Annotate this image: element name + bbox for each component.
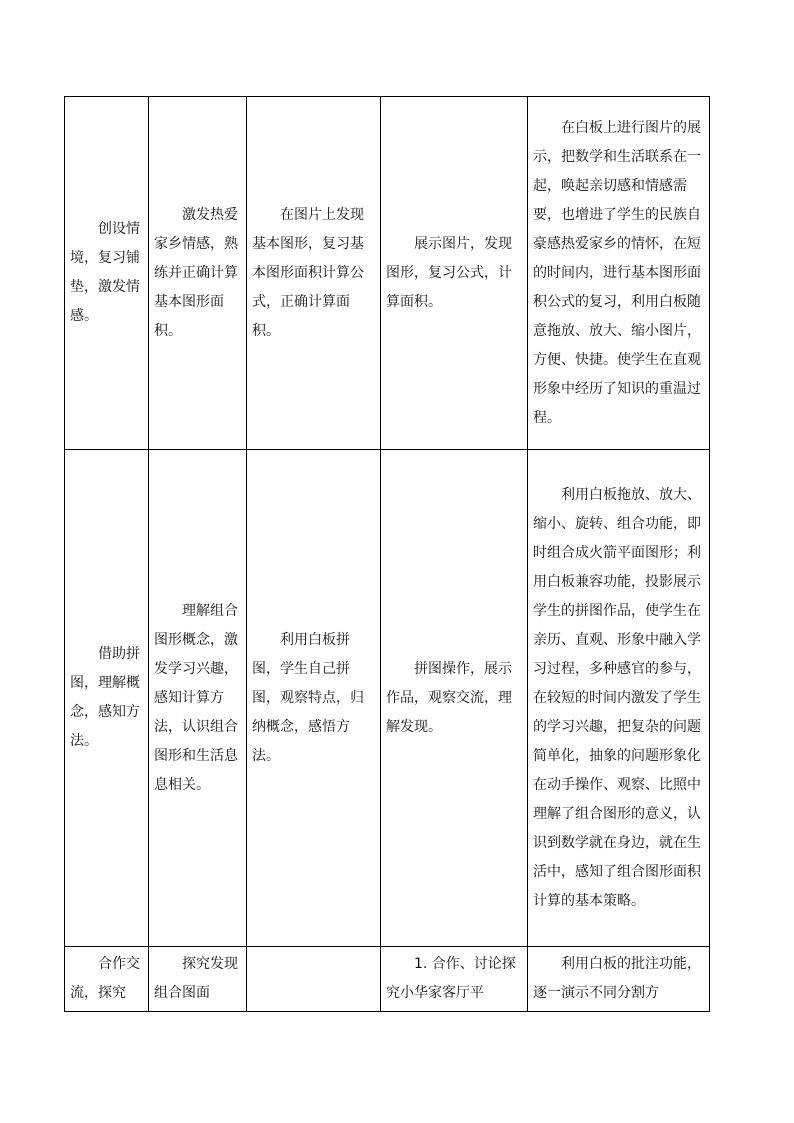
goal-cell [149,97,247,450]
student-activity-text: 利用白板拼图，学生自己拼图，观察特点，归纳概念，感悟方法。 [252,631,364,764]
design-intent-cell [528,97,710,450]
design-intent-text: 在白板上进行图片的展示，把数学和生活联系在一起，唤起亲切感和情感需要，也增进了学生的民族自豪感热爱家乡的情怀，在短的时间内，进行基本图形面积公式的复习，利用白板随意拖放、放大、缩小图片，方便、快捷。使学生在直观形象中经历了知识的重温过程。 [533,119,701,426]
design-intent-cell [528,947,710,1012]
student-activity-cell [247,450,381,947]
teacher-activity-cell [381,450,528,947]
teacher-activity-cell [381,97,528,450]
stage-cell [65,450,149,947]
teacher-activity-cell [381,947,528,1012]
table-row [65,450,710,947]
stage-text: 合作交流，探究 [70,956,140,1001]
teacher-activity-text: 1. 合作、讨论探究小华家客厅平 [386,956,516,1001]
teacher-activity-text: 拼图操作，展示作品，观察交流，理解发现。 [386,660,512,735]
goal-text: 激发热爱家乡情感，熟练并正确计算基本图形面积。 [154,206,238,339]
table-row [65,947,710,1012]
goal-cell [149,947,247,1012]
stage-cell [65,97,149,450]
goal-text: 理解组合图形概念，激发学习兴趣，感知计算方法，认识组合图形和生活息息相关。 [154,602,238,793]
table-row [65,97,710,450]
design-intent-cell [528,450,710,947]
student-activity-text: 在图片上发现基本图形，复习基本图形面积计算公式，正确计算面积。 [252,206,364,339]
stage-text: 借助拼图，理解概念，感知方法。 [70,646,140,749]
student-activity-cell [247,97,381,450]
student-activity-cell [247,947,381,1012]
stage-text: 创设情境，复习铺垫，激发情感。 [70,221,140,324]
design-intent-text: 利用白板的批注功能，逐一演示不同分割方 [533,956,701,1001]
teacher-activity-text: 展示图片，发现图形，复习公式，计算面积。 [386,235,512,310]
lesson-plan-table [64,96,710,1012]
goal-text: 探究发现组合图面 [154,956,238,1001]
goal-cell [149,450,247,947]
design-intent-text: 利用白板拖放、放大、缩小、旋转、组合功能，即时组合成火箭平面图形；利用白板兼容功能，投影展示学生的拼图作品，使学生在亲历、直观、形象中融入学习过程，多种感官的参与，在较短的时间内激发了学生的学习兴趣，把复杂的问题简单化，抽象的问题形象化在动手操作、观察、比照中理解了组合图形的意义，认识到数学就在身边，就在生活中，感知了组合图形面积计算的基本策略。 [533,486,701,909]
stage-cell [65,947,149,1012]
